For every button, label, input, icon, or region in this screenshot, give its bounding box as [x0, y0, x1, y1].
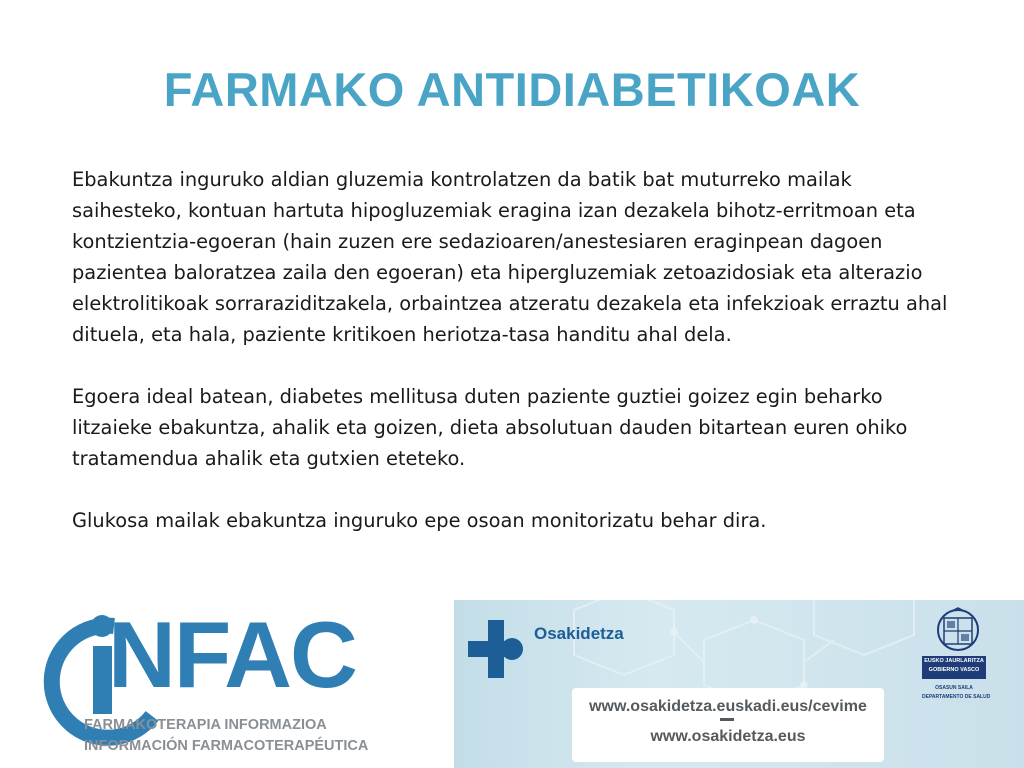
paragraph-3: Glukosa mailak ebakuntza inguruko epe osoan monitorizatu behar dira. [72, 509, 767, 532]
paragraph-2: Egoera ideal batean, diabetes mellitusa duten paziente guztiei goizez egin beharko litzaieke ebakuntza, ahalik eta goizen, dieta absolutuan dauden bitartean euren ohiko tratamendua ahalik eta gutxien eteteko. [72, 385, 908, 470]
cevime-url-link[interactable]: www.osakidetza.euskadi.eus/cevime [589, 698, 867, 715]
gobierno-vasco-label [922, 656, 986, 679]
gv-line-eu: EUSKO JAURLARITZA [924, 658, 984, 664]
osakidetza-url-link[interactable]: www.osakidetza.eus [650, 728, 806, 745]
osakidetza-banner [454, 600, 1024, 768]
slide-body [72, 164, 952, 536]
gv-department-es: DEPARTAMENTO DE SALUD [922, 694, 991, 700]
gv-department-eu: OSASUN SAILA [935, 685, 973, 691]
gv-line-es: GOBIERNO VASCO [928, 667, 980, 673]
infac-wordmark: NFAC [108, 602, 356, 707]
infac-subtitle-eu: FARMAKOTERAPIA INFORMAZIOA [84, 717, 327, 733]
url-box [572, 688, 884, 762]
url-separator [720, 718, 734, 721]
gobierno-vasco-logo [918, 606, 1022, 726]
osakidetza-name: Osakidetza [534, 624, 624, 643]
coat-of-arms-icon [922, 606, 994, 656]
osakidetza-cross-icon [468, 620, 526, 678]
paragraph-1: Ebakuntza inguruko aldian gluzemia kontrolatzen da batik bat muturreko mailak saihesteko, kontuan hartuta hipogluzemiak eragina izan dezakela bihotz-erritmoan eta kontzientzia-egoeran (hain zuzen ere sedazioaren/anestesiaren eraginpean dagoen pazientea baloratzea zaila den egoeran) eta hipergluzemiak zetoazidosiak eta alterazio elektrolitikoak sorraraziditzakela, orbaintzea atzeratu dezakela eta infekzioak erraztu ahal dituela, eta hala, paziente kritikoen heriotza-tasa handitu ahal dela. [72, 168, 948, 346]
infac-subtitle-es: INFORMACIÓN FARMACOTERAPÉUTICA [84, 738, 369, 754]
slide-title: FARMAKO ANTIDIABETIKOAK [163, 63, 861, 116]
